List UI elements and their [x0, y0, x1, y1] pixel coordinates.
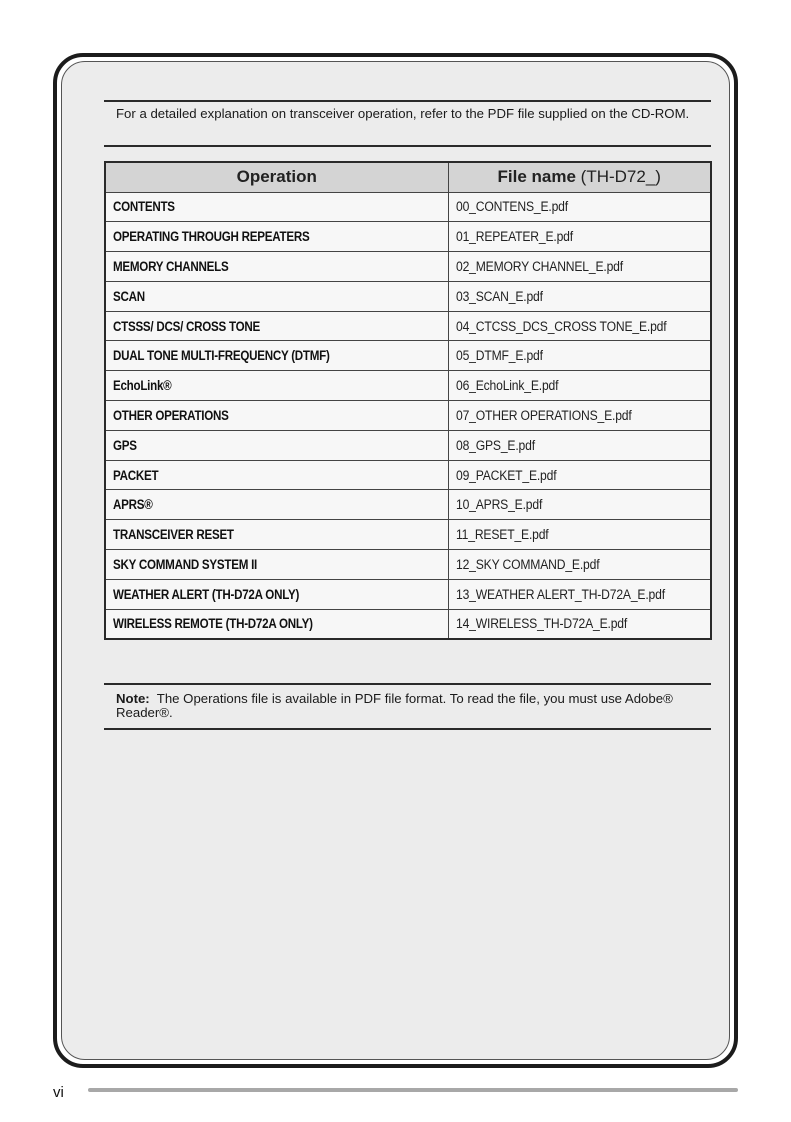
- note-bottom-rule: [104, 728, 711, 730]
- header-file-name: [448, 162, 711, 192]
- file-name-cell: [448, 550, 711, 580]
- file-name: 09_PACKET_E.pdf: [455, 467, 556, 483]
- operation-name: CONTENTS: [113, 199, 175, 215]
- file-name-cell: [448, 609, 711, 639]
- header-operation: Operation: [105, 162, 448, 192]
- table-row: [105, 192, 711, 222]
- file-name-cell: [448, 401, 711, 431]
- table-row: [105, 609, 711, 639]
- file-name: 12_SKY COMMAND_E.pdf: [455, 556, 599, 572]
- table-header-row: [105, 162, 711, 192]
- file-name-cell: [448, 371, 711, 401]
- note-top-rule: [104, 683, 711, 685]
- table-row: [105, 281, 711, 311]
- footer-rule: [88, 1088, 738, 1092]
- operation-name: SKY COMMAND SYSTEM II: [113, 556, 258, 572]
- table-row: [105, 252, 711, 282]
- file-name-cell: [448, 579, 711, 609]
- operation-name: GPS: [113, 437, 137, 453]
- file-name-cell: [448, 460, 711, 490]
- file-name: 02_MEMORY CHANNEL_E.pdf: [455, 258, 623, 274]
- file-name: 11_RESET_E.pdf: [455, 527, 548, 543]
- operation-name: DUAL TONE MULTI-FREQUENCY (DTMF): [113, 348, 330, 364]
- operation-cell: [105, 460, 448, 490]
- operations-table: [104, 161, 712, 640]
- operation-cell: [105, 579, 448, 609]
- operation-name: WIRELESS REMOTE (TH-D72A ONLY): [113, 616, 313, 632]
- table-row: [105, 579, 711, 609]
- note-label: Note:: [116, 691, 150, 706]
- operation-cell: [105, 609, 448, 639]
- operation-cell: [105, 311, 448, 341]
- note-block: [116, 692, 706, 720]
- operation-name: CTSSS/ DCS/ CROSS TONE: [113, 318, 261, 334]
- file-name: 10_APRS_E.pdf: [455, 497, 542, 513]
- operation-cell: [105, 281, 448, 311]
- file-name: 14_WIRELESS_TH-D72A_E.pdf: [455, 616, 627, 632]
- operation-cell: [105, 430, 448, 460]
- file-name-cell: [448, 430, 711, 460]
- operation-name: WEATHER ALERT (TH-D72A ONLY): [113, 586, 300, 602]
- operation-cell: [105, 341, 448, 371]
- file-name: 06_EchoLink_E.pdf: [455, 378, 558, 394]
- note-text: The Operations file is available in PDF file format. To read the file, you must use Adobe® Reader®.: [116, 691, 673, 720]
- table-row: [105, 520, 711, 550]
- file-name-cell: [448, 252, 711, 282]
- intro-text: For a detailed explanation on transceiver operation, refer to the PDF file supplied on the CD-ROM.: [116, 106, 690, 121]
- operation-name: SCAN: [113, 288, 145, 304]
- operation-name: APRS®: [113, 497, 153, 513]
- file-name: 13_WEATHER ALERT_TH-D72A_E.pdf: [455, 586, 665, 602]
- table-row: [105, 490, 711, 520]
- file-name-cell: [448, 311, 711, 341]
- file-name-cell: [448, 490, 711, 520]
- file-name-cell: [448, 281, 711, 311]
- file-name-cell: [448, 192, 711, 222]
- operation-name: MEMORY CHANNELS: [113, 258, 229, 274]
- intro-top-rule: [104, 100, 711, 102]
- table-row: [105, 371, 711, 401]
- table-row: [105, 460, 711, 490]
- header-file-label: File name: [497, 167, 576, 187]
- operation-name: TRANSCEIVER RESET: [113, 527, 234, 543]
- operation-name: OTHER OPERATIONS: [113, 407, 229, 423]
- table-row: [105, 311, 711, 341]
- file-name: 01_REPEATER_E.pdf: [455, 229, 573, 245]
- file-name: 04_CTCSS_DCS_CROSS TONE_E.pdf: [455, 318, 666, 334]
- table-row: [105, 222, 711, 252]
- table-row: [105, 430, 711, 460]
- file-name: 07_OTHER OPERATIONS_E.pdf: [455, 407, 632, 423]
- operation-name: PACKET: [113, 467, 159, 483]
- file-name: 00_CONTENS_E.pdf: [455, 199, 568, 215]
- file-name-cell: [448, 341, 711, 371]
- operation-name: OPERATING THROUGH REPEATERS: [113, 229, 310, 245]
- operation-name: EchoLink®: [113, 378, 172, 394]
- file-name: 08_GPS_E.pdf: [455, 437, 535, 453]
- operation-cell: [105, 401, 448, 431]
- operation-cell: [105, 371, 448, 401]
- table-row: [105, 341, 711, 371]
- page-number: vi: [53, 1084, 64, 1101]
- operations-table-body: [105, 192, 711, 639]
- operation-cell: [105, 252, 448, 282]
- file-name: 03_SCAN_E.pdf: [455, 288, 543, 304]
- operation-cell: [105, 490, 448, 520]
- operation-cell: [105, 520, 448, 550]
- intro-bottom-rule: [104, 145, 711, 147]
- header-file-suffix: (TH-D72_): [580, 167, 661, 187]
- file-name-cell: [448, 222, 711, 252]
- table-row: [105, 550, 711, 580]
- operation-cell: [105, 192, 448, 222]
- file-name: 05_DTMF_E.pdf: [455, 348, 543, 364]
- file-name-cell: [448, 520, 711, 550]
- table-row: [105, 401, 711, 431]
- operation-cell: [105, 550, 448, 580]
- operation-cell: [105, 222, 448, 252]
